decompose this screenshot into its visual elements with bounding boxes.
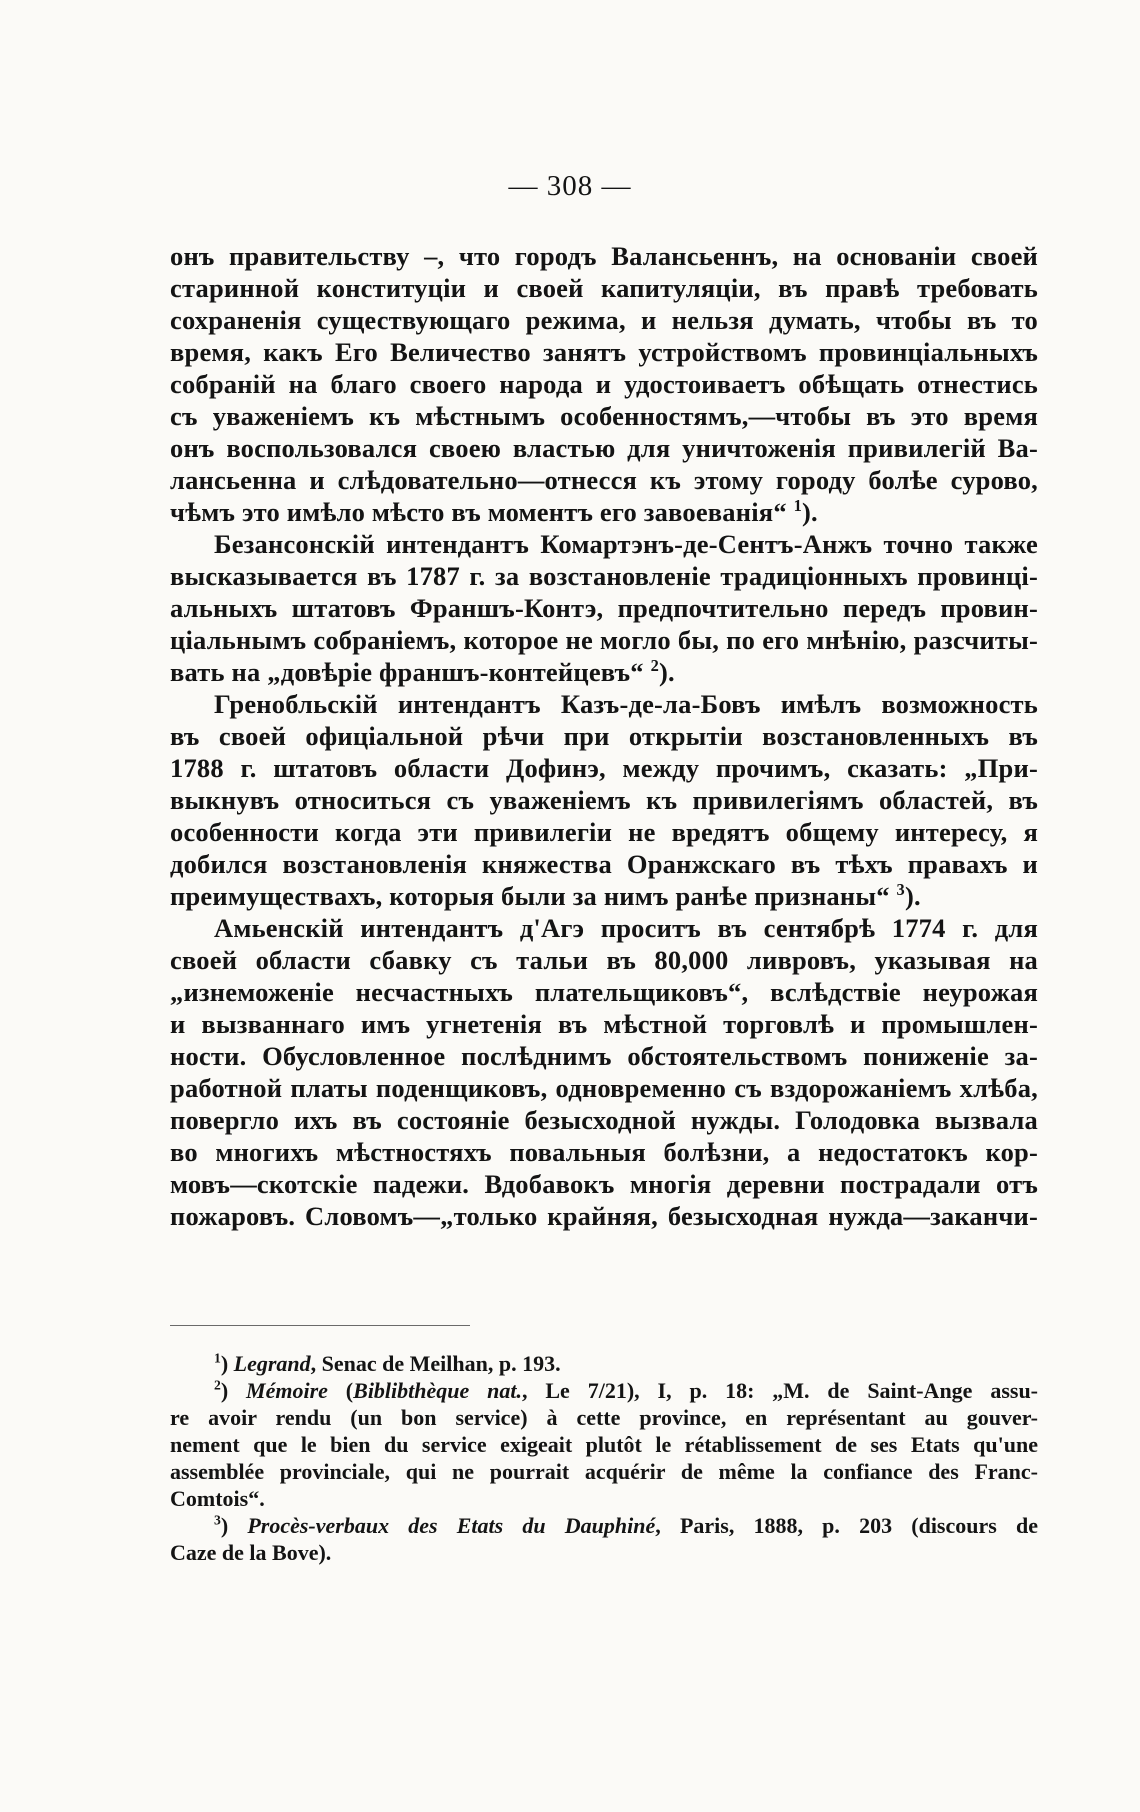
text-line: повергло ихъ въ состояніе безысходной нужды. Голодовка вызвала <box>170 1105 1038 1135</box>
footnote-text: , Paris, 1888, p. 203 (discours de <box>655 1513 1038 1538</box>
footnote-ref: 2 <box>650 656 659 676</box>
footnote-mark: 1 <box>214 1350 221 1366</box>
text-line: ціальнымъ собраніемъ, которое не могло бы, по его мнѣнію, разсчиты- <box>170 625 1038 655</box>
footnote-3: $^3$) Procès-verbaux des Etats du Dauphiné, Paris, 1888, p. 203 (discours de <box>214 1512 1038 1538</box>
text-line: время, какъ Его Величество занятъ устройствомъ провинціальныхъ <box>170 337 1038 367</box>
footnotes <box>170 1350 1038 1566</box>
text-line: добился возстановленія княжества Оранжскаго въ тѣхъ правахъ и <box>170 849 1038 879</box>
text-line <box>170 656 1038 688</box>
footnote-separator <box>170 1325 470 1326</box>
footnote-author: Legrand <box>233 1351 311 1376</box>
footnote-ref: 1 <box>793 496 803 516</box>
text-line <box>170 496 1038 528</box>
text-line: старинной конституціи и своей капитуляціи, въ правѣ требовать <box>170 273 1038 303</box>
footnote-text: nement que le bien du service exigeait plutôt le rétablissement de ses Etats qu'une <box>170 1432 1038 1457</box>
punctuation: ). <box>802 497 818 527</box>
text-line: лансьенна и слѣдовательно—отнесся къ этому городу болѣе сурово, <box>170 465 1038 495</box>
footnote-1: $^1$) Legrand, Senac de Meilhan, p. 193. <box>214 1350 561 1376</box>
text-line: своей области сбавку съ тальи въ 80,000 ливровъ, указывая на <box>170 945 1038 975</box>
line-text: вать на „довѣріе франшъ-контейцевъ“ <box>170 657 651 687</box>
text-line: выкнувъ относиться съ уваженіемъ къ привилегіямъ областей, въ <box>170 785 1038 815</box>
footnote-source: Biblibthèque nat. <box>353 1378 522 1403</box>
footnote-text: , Le 7/21), I, p. 18: „M. de Saint-Ange assu- <box>522 1378 1039 1403</box>
body-text <box>170 240 1038 1232</box>
text-line: 1788 г. штатовъ области Дофинэ, между прочимъ, сказать: „При- <box>170 753 1038 783</box>
text-line: Гренобльскій интендантъ Казъ-де-ла-Бовъ имѣлъ возможность <box>214 689 1038 719</box>
text-line: собраній на благо своего народа и удостоиваетъ обѣщать отнестись <box>170 369 1038 399</box>
text-line: мовъ—скотскіе падежи. Вдобавокъ многія деревни пострадали отъ <box>170 1169 1038 1199</box>
text-line: пожаровъ. Словомъ—„только крайняя, безысходная нужда—заканчи- <box>170 1201 1038 1231</box>
text-line: особенности когда эти привилегіи не вредятъ общему интересу, я <box>170 817 1038 847</box>
text-line: Безансонскій интендантъ Комартэнъ-де-Сентъ-Анжъ точно также <box>214 529 1038 559</box>
text-line <box>170 880 1038 912</box>
text-line: съ уваженіемъ къ мѣстнымъ особенностямъ,—чтобы въ это время <box>170 401 1038 431</box>
text-line: альныхъ штатовъ Франшъ-Контэ, предпочтительно передъ провин- <box>170 593 1038 623</box>
footnote-text: assemblée provinciale, qui ne pourrait acquérir de même la confiance des Franc- <box>170 1459 1038 1484</box>
footnote-2: $^2$) Mémoire (Biblibthèque nat., Le 7/21), I, p. 18: „M. de Saint-Ange assu- <box>214 1377 1039 1403</box>
footnote-mark: 3 <box>214 1512 221 1528</box>
footnote-text: Comtois“. <box>170 1486 265 1511</box>
line-text: чѣмъ это имѣло мѣсто въ моментъ его завоеванія“ <box>170 497 794 527</box>
footnote-text: Caze de la Bove). <box>170 1540 332 1565</box>
text-line: ности. Обусловленное послѣднимъ обстоятельствомъ пониженіе за- <box>170 1041 1038 1071</box>
footnote-title: Mémoire <box>246 1378 328 1403</box>
text-line: онъ правительству –, что городъ Валансьеннъ, на основаніи своей <box>170 241 1038 271</box>
footnote-text: re avoir rendu (un bon service) à cette province, en représentant au gouver- <box>170 1405 1038 1430</box>
footnote-text: , Senac de Meilhan, p. 193. <box>310 1351 561 1376</box>
punctuation: ). <box>904 881 921 911</box>
page-number: — 308 — <box>508 170 632 202</box>
text-line: онъ воспользовался своею властью для уничтоженія привилегій Ва- <box>170 433 1038 463</box>
text-line: работной платы поденщиковъ, одновременно съ вздорожаніемъ хлѣба, <box>170 1073 1038 1103</box>
punctuation: ). <box>658 657 675 687</box>
text-line: высказывается въ 1787 г. за возстановленіе традиціонныхъ провинці- <box>170 561 1038 591</box>
footnote-ref: 3 <box>896 880 905 900</box>
text-line: и вызваннаго имъ угнетенія въ мѣстной торговлѣ и промышлен- <box>170 1009 1038 1039</box>
text-line: во многихъ мѣстностяхъ повальныя болѣзни, а недостатокъ кор- <box>170 1137 1038 1167</box>
text-line: сохраненія существующаго режима, и нельзя думать, чтобы въ то <box>170 305 1038 335</box>
footnote-mark: 2 <box>214 1377 221 1393</box>
footnote-title: Procès-verbaux des Etats du Dauphiné <box>247 1513 656 1538</box>
text-line: Амьенскій интендантъ д'Агэ проситъ въ сентябрѣ 1774 г. для <box>214 913 1038 943</box>
text-line: въ своей офиціальной рѣчи при открытіи возстановленныхъ въ <box>170 721 1038 751</box>
text-line: „изнеможеніе несчастныхъ плательщиковъ“, вслѣдствіе неурожая <box>170 977 1038 1007</box>
line-text: преимуществахъ, которыя были за нимъ ранѣе признаны“ <box>170 881 897 911</box>
